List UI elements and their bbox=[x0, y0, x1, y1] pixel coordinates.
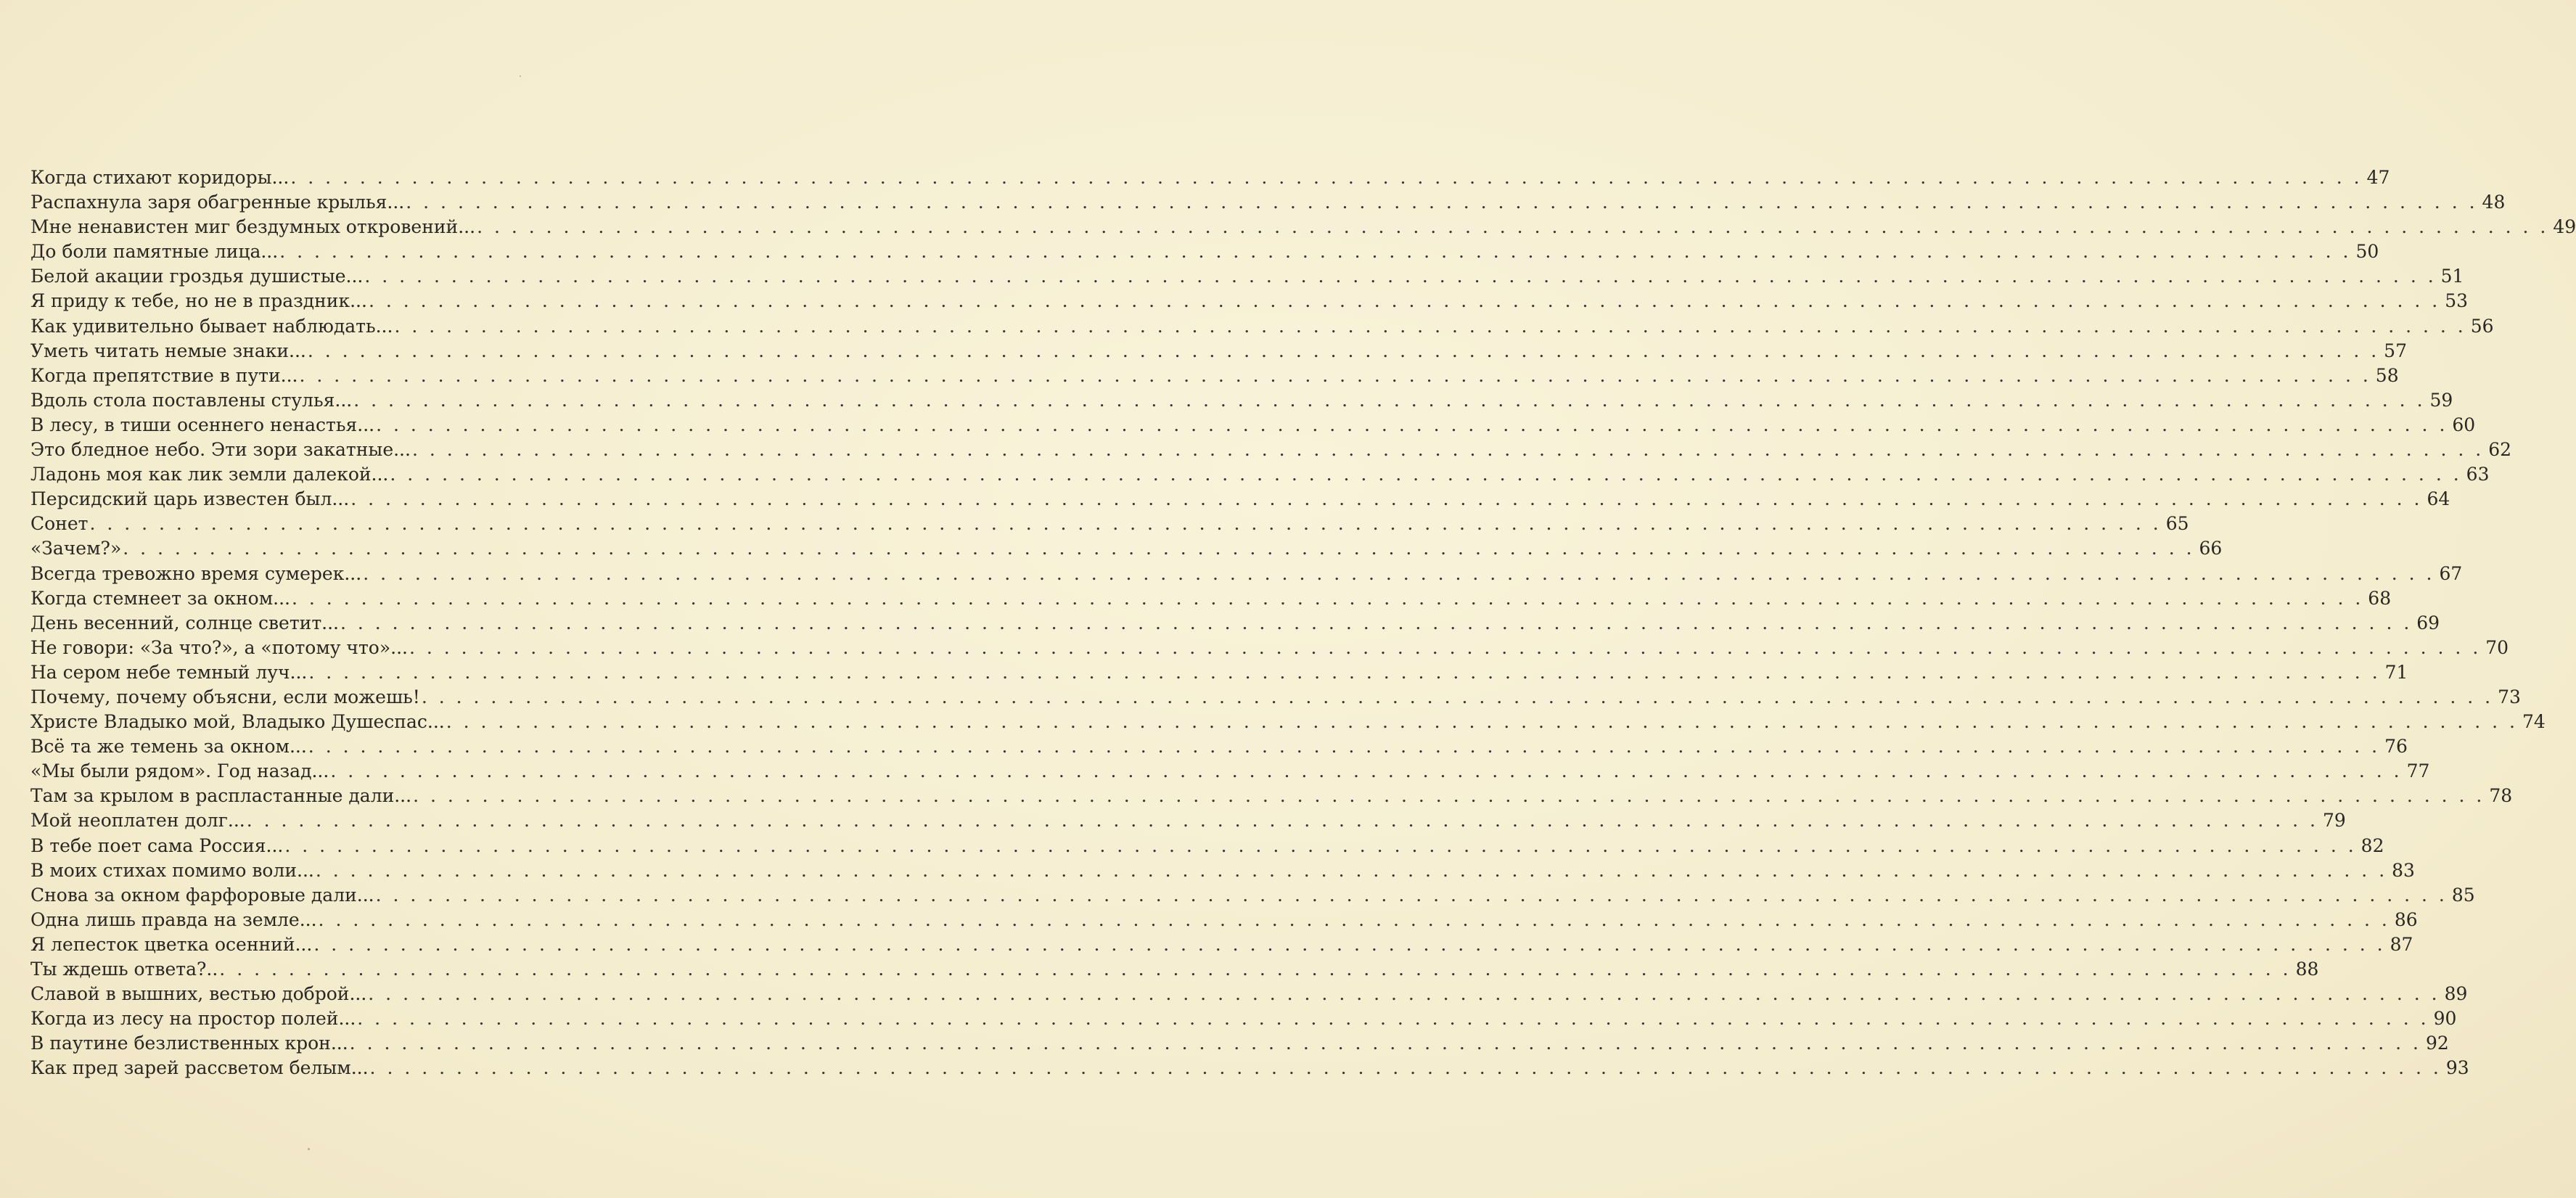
toc-entry-page-number: 86 bbox=[2394, 908, 2418, 930]
dot-leader: . . . . . . . . . . . . . . . . . . . . . . . . . . . . . . . . . . . . . . . . . . . . . . . . . . . . . . . . . . . . . . . . . . . . . . . . . . . . . . . . . . . . . . . . . . . . . . . . . . . . . . . . . . . . . . . . . . . . . . . . bbox=[330, 760, 2403, 782]
dot-leader: . . . . . . . . . . . . . . . . . . . . . . . . . . . . . . . . . . . . . . . . . . . . . . . . . . . . . . . . . . . . . . . . . . . . . . . . . . . . . . . . . . . . . . . . . . . . . . . . . . . . . . . . . . . . . . . . . . . . . . . . bbox=[446, 711, 2518, 733]
toc-entry-page-number: 62 bbox=[2488, 439, 2512, 461]
toc-entry bbox=[30, 364, 2399, 388]
toc-entry-title: Как удивительно бывает наблюдать... bbox=[30, 315, 393, 337]
toc-entry-page-number: 93 bbox=[2445, 1057, 2469, 1079]
toc-entry-page-number: 48 bbox=[2482, 192, 2506, 213]
dot-leader: . . . . . . . . . . . . . . . . . . . . . . . . . . . . . . . . . . . . . . . . . . . . . . . . . . . . . . . . . . . . . . . . . . . . . . . . . . . . . . . . . . . . . . . . . . . . . . . . . . . . . . . . . . . . . . . . . . . . . . . . bbox=[363, 562, 2435, 584]
dot-leader: . . . . . . . . . . . . . . . . . . . . . . . . . . . . . . . . . . . . . . . . . . . . . . . . . . . . . . . . . . . . . . . . . . . . . . . . . . . . . . . . . . . . . . . . . . . . . . . . . . . . . . . . . . . . . . . . . . . . . . . . bbox=[375, 884, 2448, 906]
toc-entry-page-number: 83 bbox=[2392, 859, 2415, 881]
dot-leader: . . . . . . . . . . . . . . . . . . . . . . . . . . . . . . . . . . . . . . . . . . . . . . . . . . . . . . . . . . . . . . . . . . . . . . . . . . . . . . . . . . . . . . . . . . . . . . . . . . . . . . . . . . . . . . . . . . . . . . . . bbox=[409, 636, 2482, 658]
dot-leader: . . . . . . . . . . . . . . . . . . . . . . . . . . . . . . . . . . . . . . . . . . . . . . . . . . . . . . . . . . . . . . . . . . . . . . . . . . . . . . . . . . . . . . . . . . . . . . . . . . . . . . . . . . . . . . . . . . . . . . . . bbox=[406, 192, 2478, 213]
toc-entry-title: В паутине безлиственных крон... bbox=[30, 1033, 348, 1054]
toc-entry-page-number: 87 bbox=[2390, 933, 2413, 955]
toc-entry-title: Когда из лесу на простор полей... bbox=[30, 1008, 356, 1030]
toc-entry bbox=[30, 685, 2521, 710]
toc-entry-page-number: 67 bbox=[2439, 562, 2463, 584]
toc-entry-title: Одна лишь правда на земле... bbox=[30, 908, 317, 930]
toc-entry bbox=[30, 734, 2408, 759]
toc-entry-page-number: 85 bbox=[2451, 884, 2475, 906]
dot-leader: . . . . . . . . . . . . . . . . . . . . . . . . . . . . . . . . . . . . . . . . . . . . . . . . . . . . . . . . . . . . . . . . . . . . . . . . . . . . . . . . . . . . . . . . . . . . . . . . . . . . . . . . . . . . . . . . . . . . . . . . bbox=[308, 661, 2381, 683]
toc-entry bbox=[30, 858, 2415, 883]
toc-entry-title: Мой неоплатен долг... bbox=[30, 810, 245, 832]
dot-leader: . . . . . . . . . . . . . . . . . . . . . . . . . . . . . . . . . . . . . . . . . . . . . . . . . . . . . . . . . . . . . . . . . . . . . . . . . . . . . . . . . . . . . . . . . . . . . . . . . . . . . . . . . . . . . . . . . . . . . . . . bbox=[376, 414, 2448, 435]
toc-entry bbox=[30, 339, 2407, 364]
toc-entry-page-number: 51 bbox=[2440, 266, 2464, 287]
dot-leader: . . . . . . . . . . . . . . . . . . . . . . . . . . . . . . . . . . . . . . . . . . . . . . . . . . . . . . . . . . . . . . . . . . . . . . . . . . . . . . . . . . . . . . . . . . . . . . . . . . . . . . . . . . . . . . . . . . . . . . . . bbox=[369, 1057, 2442, 1079]
dot-leader: . . . . . . . . . . . . . . . . . . . . . . . . . . . . . . . . . . . . . . . . . . . . . . . . . . . . . . . . . . . . . . . . . . . . . . . . . . . . . . . . . . . . . . . . . . . . . . . . . . . . . . . . . . . . . . . . . . . . . . . . bbox=[284, 834, 2357, 856]
dot-leader: . . . . . . . . . . . . . . . . . . . . . . . . . . . . . . . . . . . . . . . . . . . . . . . . . . . . . . . . . . . . . . . . . . . . . . . . . . . . . . . . . . . . . . . . . . . . . . . . . . . . . . . . . . . . . . . . . . . . . . . . bbox=[123, 538, 2195, 559]
toc-entry-title: Как пред зарей рассветом белым... bbox=[30, 1057, 369, 1079]
dot-leader: . . . . . . . . . . . . . . . . . . . . . . . . . . . . . . . . . . . . . . . . . . . . . . . . . . . . . . . . . . . . . . . . . . . . . . . . . . . . . . . . . . . . . . . . . . . . . . . . . . . . . . . . . . . . . . . . . . . . . . . . bbox=[318, 908, 2390, 930]
toc-entry-title: Персидский царь известен был... bbox=[30, 488, 350, 510]
toc-entry-title: В тебе поет сама Россия... bbox=[30, 834, 284, 856]
dot-leader: . . . . . . . . . . . . . . . . . . . . . . . . . . . . . . . . . . . . . . . . . . . . . . . . . . . . . . . . . . . . . . . . . . . . . . . . . . . . . . . . . . . . . . . . . . . . . . . . . . . . . . . . . . . . . . . . . . . . . . . . bbox=[290, 167, 2363, 188]
toc-entry-page-number: 50 bbox=[2355, 241, 2379, 263]
toc-entry-page-number: 64 bbox=[2427, 488, 2450, 510]
toc-entry-page-number: 78 bbox=[2489, 785, 2513, 807]
toc-entry bbox=[30, 586, 2392, 611]
dot-leader: . . . . . . . . . . . . . . . . . . . . . . . . . . . . . . . . . . . . . . . . . . . . . . . . . . . . . . . . . . . . . . . . . . . . . . . . . . . . . . . . . . . . . . . . . . . . . . . . . . . . . . . . . . . . . . . . . . . . . . . . bbox=[368, 290, 2441, 312]
toc-entry-page-number: 47 bbox=[2366, 167, 2390, 188]
toc-entry-title: Почему, почему объясни, если можешь! bbox=[30, 686, 420, 707]
toc-entry-title: На сером небе темный луч... bbox=[30, 661, 308, 683]
toc-entry-title: Всё та же темень за окном... bbox=[30, 736, 307, 758]
dot-leader: . . . . . . . . . . . . . . . . . . . . . . . . . . . . . . . . . . . . . . . . . . . . . . . . . . . . . . . . . . . . . . . . . . . . . . . . . . . . . . . . . . . . . . . . . . . . . . . . . . . . . . . . . . . . . . . . . . . . . . . . bbox=[279, 241, 2352, 263]
toc-entry-page-number: 69 bbox=[2416, 612, 2440, 633]
toc-entry-title: В моих стихах помимо воли... bbox=[30, 859, 314, 881]
dot-leader: . . . . . . . . . . . . . . . . . . . . . . . . . . . . . . . . . . . . . . . . . . . . . . . . . . . . . . . . . . . . . . . . . . . . . . . . . . . . . . . . . . . . . . . . . . . . . . . . . . . . . . . . . . . . . . . . . . . . . . . . bbox=[89, 513, 2162, 535]
toc-entry-page-number: 89 bbox=[2444, 983, 2468, 1005]
toc-entry-title: Белой акации гроздья душистые... bbox=[30, 266, 364, 287]
toc-entry-page-number: 88 bbox=[2295, 959, 2319, 980]
toc-entry-title: Ладонь моя как лик земли далекой... bbox=[30, 464, 389, 485]
toc-entry bbox=[30, 759, 2430, 784]
dot-leader: . . . . . . . . . . . . . . . . . . . . . . . . . . . . . . . . . . . . . . . . . . . . . . . . . . . . . . . . . . . . . . . . . . . . . . . . . . . . . . . . . . . . . . . . . . . . . . . . . . . . . . . . . . . . . . . . . . . . . . . . bbox=[299, 364, 2371, 386]
toc-entry-page-number: 65 bbox=[2165, 513, 2189, 535]
dot-leader: . . . . . . . . . . . . . . . . . . . . . . . . . . . . . . . . . . . . . . . . . . . . . . . . . . . . . . . . . . . . . . . . . . . . . . . . . . . . . . . . . . . . . . . . . . . . . . . . . . . . . . . . . . . . . . . . . . . . . . . . bbox=[219, 959, 2292, 980]
toc-entry bbox=[30, 289, 2469, 313]
dot-leader: . . . . . . . . . . . . . . . . . . . . . . . . . . . . . . . . . . . . . . . . . . . . . . . . . . . . . . . . . . . . . . . . . . . . . . . . . . . . . . . . . . . . . . . . . . . . . . . . . . . . . . . . . . . . . . . . . . . . . . . . bbox=[292, 587, 2364, 609]
dot-leader: . . . . . . . . . . . . . . . . . . . . . . . . . . . . . . . . . . . . . . . . . . . . . . . . . . . . . . . . . . . . . . . . . . . . . . . . . . . . . . . . . . . . . . . . . . . . . . . . . . . . . . . . . . . . . . . . . . . . . . . . bbox=[413, 785, 2485, 807]
toc-entry-title: Всегда тревожно время сумерек... bbox=[30, 562, 362, 584]
toc-entry bbox=[30, 462, 2490, 487]
toc-entry bbox=[30, 611, 2440, 636]
toc-entry bbox=[30, 1031, 2449, 1056]
toc-entry-page-number: 74 bbox=[2522, 711, 2546, 733]
dot-leader: . . . . . . . . . . . . . . . . . . . . . . . . . . . . . . . . . . . . . . . . . . . . . . . . . . . . . . . . . . . . . . . . . . . . . . . . . . . . . . . . . . . . . . . . . . . . . . . . . . . . . . . . . . . . . . . . . . . . . . . . bbox=[307, 340, 2380, 361]
toc-entry bbox=[30, 388, 2453, 413]
dot-leader: . . . . . . . . . . . . . . . . . . . . . . . . . . . . . . . . . . . . . . . . . . . . . . . . . . . . . . . . . . . . . . . . . . . . . . . . . . . . . . . . . . . . . . . . . . . . . . . . . . . . . . . . . . . . . . . . . . . . . . . . bbox=[313, 933, 2386, 955]
dot-leader: . . . . . . . . . . . . . . . . . . . . . . . . . . . . . . . . . . . . . . . . . . . . . . . . . . . . . . . . . . . . . . . . . . . . . . . . . . . . . . . . . . . . . . . . . . . . . . . . . . . . . . . . . . . . . . . . . . . . . . . . bbox=[411, 439, 2485, 461]
toc-entry-page-number: 77 bbox=[2406, 760, 2430, 782]
toc-entry bbox=[30, 883, 2475, 908]
toc-entry bbox=[30, 932, 2413, 957]
dot-leader: . . . . . . . . . . . . . . . . . . . . . . . . . . . . . . . . . . . . . . . . . . . . . . . . . . . . . . . . . . . . . . . . . . . . . . . . . . . . . . . . . . . . . . . . . . . . . . . . . . . . . . . . . . . . . . . . . . . . . . . . bbox=[357, 1008, 2429, 1030]
toc-entry bbox=[30, 487, 2450, 512]
toc-entry-title: Я приду к тебе, но не в праздник... bbox=[30, 290, 367, 312]
dot-leader: . . . . . . . . . . . . . . . . . . . . . . . . . . . . . . . . . . . . . . . . . . . . . . . . . . . . . . . . . . . . . . . . . . . . . . . . . . . . . . . . . . . . . . . . . . . . . . . . . . . . . . . . . . . . . . . . . . . . . . . . bbox=[421, 686, 2494, 707]
toc-entry-title: Христе Владыко мой, Владыко Душеспас... bbox=[30, 711, 445, 733]
toc-entry-title: Не говори: «За что?», а «потому что»... bbox=[30, 636, 408, 658]
toc-entry bbox=[30, 562, 2463, 586]
toc-entry-title: Когда стемнеет за окном... bbox=[30, 587, 291, 609]
toc-entry bbox=[30, 413, 2476, 438]
dot-leader: . . . . . . . . . . . . . . . . . . . . . . . . . . . . . . . . . . . . . . . . . . . . . . . . . . . . . . . . . . . . . . . . . . . . . . . . . . . . . . . . . . . . . . . . . . . . . . . . . . . . . . . . . . . . . . . . . . . . . . . . bbox=[350, 488, 2423, 510]
toc-entry-title: «Мы были рядом». Год назад... bbox=[30, 760, 329, 782]
dot-leader: . . . . . . . . . . . . . . . . . . . . . . . . . . . . . . . . . . . . . . . . . . . . . . . . . . . . . . . . . . . . . . . . . . . . . . . . . . . . . . . . . . . . . . . . . . . . . . . . . . . . . . . . . . . . . . . . . . . . . . . . bbox=[477, 216, 2549, 238]
toc-entry-page-number: 82 bbox=[2360, 834, 2384, 856]
toc-entry bbox=[30, 1006, 2457, 1031]
toc-entry bbox=[30, 264, 2464, 289]
toc-entry-page-number: 79 bbox=[2323, 810, 2346, 832]
toc-entry-page-number: 56 bbox=[2470, 315, 2494, 337]
toc-entry-title: Распахнула заря обагренные крылья... bbox=[30, 192, 405, 213]
toc-entry-title: Снова за окном фарфоровые дали... bbox=[30, 884, 374, 906]
toc-entry bbox=[30, 957, 2319, 982]
toc-entry bbox=[30, 512, 2189, 536]
toc-entry bbox=[30, 190, 2506, 215]
toc-entry-page-number: 53 bbox=[2445, 290, 2469, 312]
toc-entry-page-number: 90 bbox=[2433, 1008, 2457, 1030]
toc-entry bbox=[30, 660, 2408, 685]
dot-leader: . . . . . . . . . . . . . . . . . . . . . . . . . . . . . . . . . . . . . . . . . . . . . . . . . . . . . . . . . . . . . . . . . . . . . . . . . . . . . . . . . . . . . . . . . . . . . . . . . . . . . . . . . . . . . . . . . . . . . . . . bbox=[394, 315, 2466, 337]
toc-entry-title: Уметь читать немые знаки... bbox=[30, 340, 306, 361]
toc-entry bbox=[30, 834, 2384, 858]
toc-entry-title: Когда препятствие в пути... bbox=[30, 364, 298, 386]
toc-entry-title: «Зачем?» bbox=[30, 538, 122, 559]
toc-entry bbox=[30, 908, 2418, 932]
toc-entry-page-number: 68 bbox=[2368, 587, 2392, 609]
toc-entry-title: Славой в вышних, вестью доброй... bbox=[30, 983, 367, 1005]
toc-entry-title: День весенний, солнце светит... bbox=[30, 612, 339, 633]
table-of-contents bbox=[30, 165, 2576, 1080]
toc-entry bbox=[30, 314, 2494, 339]
toc-entry-title: Я лепесток цветка осенний... bbox=[30, 933, 313, 955]
toc-entry bbox=[30, 438, 2512, 462]
toc-entry-page-number: 71 bbox=[2384, 661, 2408, 683]
toc-entry-page-number: 59 bbox=[2429, 389, 2453, 411]
toc-entry-title: Там за крылом в распластанные дали... bbox=[30, 785, 412, 807]
toc-entry-title: Сонет bbox=[30, 513, 89, 535]
toc-entry-page-number: 76 bbox=[2384, 736, 2408, 758]
toc-entry-page-number: 63 bbox=[2466, 464, 2490, 485]
toc-entry-page-number: 60 bbox=[2452, 414, 2476, 435]
toc-entry-page-number: 49 bbox=[2553, 216, 2576, 238]
dot-leader: . . . . . . . . . . . . . . . . . . . . . . . . . . . . . . . . . . . . . . . . . . . . . . . . . . . . . . . . . . . . . . . . . . . . . . . . . . . . . . . . . . . . . . . . . . . . . . . . . . . . . . . . . . . . . . . . . . . . . . . . bbox=[368, 983, 2440, 1005]
paper-speck bbox=[308, 1148, 310, 1150]
dot-leader: . . . . . . . . . . . . . . . . . . . . . . . . . . . . . . . . . . . . . . . . . . . . . . . . . . . . . . . . . . . . . . . . . . . . . . . . . . . . . . . . . . . . . . . . . . . . . . . . . . . . . . . . . . . . . . . . . . . . . . . . bbox=[353, 389, 2426, 411]
toc-entry-page-number: 58 bbox=[2375, 364, 2399, 386]
toc-entry-title: Мне ненавистен миг бездумных откровений... bbox=[30, 216, 476, 238]
toc-entry bbox=[30, 636, 2509, 660]
toc-entry bbox=[30, 808, 2346, 833]
dot-leader: . . . . . . . . . . . . . . . . . . . . . . . . . . . . . . . . . . . . . . . . . . . . . . . . . . . . . . . . . . . . . . . . . . . . . . . . . . . . . . . . . . . . . . . . . . . . . . . . . . . . . . . . . . . . . . . . . . . . . . . . bbox=[308, 736, 2381, 758]
toc-entry-page-number: 92 bbox=[2425, 1033, 2449, 1054]
toc-entry bbox=[30, 1056, 2469, 1080]
dot-leader: . . . . . . . . . . . . . . . . . . . . . . . . . . . . . . . . . . . . . . . . . . . . . . . . . . . . . . . . . . . . . . . . . . . . . . . . . . . . . . . . . . . . . . . . . . . . . . . . . . . . . . . . . . . . . . . . . . . . . . . . bbox=[340, 612, 2413, 633]
toc-entry-title: Ты ждешь ответа?.. bbox=[30, 959, 218, 980]
toc-entry-page-number: 70 bbox=[2485, 636, 2509, 658]
toc-entry-page-number: 57 bbox=[2384, 340, 2407, 361]
dot-leader: . . . . . . . . . . . . . . . . . . . . . . . . . . . . . . . . . . . . . . . . . . . . . . . . . . . . . . . . . . . . . . . . . . . . . . . . . . . . . . . . . . . . . . . . . . . . . . . . . . . . . . . . . . . . . . . . . . . . . . . . bbox=[364, 266, 2437, 287]
dot-leader: . . . . . . . . . . . . . . . . . . . . . . . . . . . . . . . . . . . . . . . . . . . . . . . . . . . . . . . . . . . . . . . . . . . . . . . . . . . . . . . . . . . . . . . . . . . . . . . . . . . . . . . . . . . . . . . . . . . . . . . . bbox=[315, 859, 2388, 881]
toc-entry bbox=[30, 982, 2468, 1006]
toc-entry-title: Это бледное небо. Эти зори закатные... bbox=[30, 439, 411, 461]
dot-leader: . . . . . . . . . . . . . . . . . . . . . . . . . . . . . . . . . . . . . . . . . . . . . . . . . . . . . . . . . . . . . . . . . . . . . . . . . . . . . . . . . . . . . . . . . . . . . . . . . . . . . . . . . . . . . . . . . . . . . . . . bbox=[349, 1033, 2421, 1054]
toc-entry-title: В лесу, в тиши осеннего ненастья... bbox=[30, 414, 375, 435]
toc-entry-title: До боли памятные лица... bbox=[30, 241, 279, 263]
dot-leader: . . . . . . . . . . . . . . . . . . . . . . . . . . . . . . . . . . . . . . . . . . . . . . . . . . . . . . . . . . . . . . . . . . . . . . . . . . . . . . . . . . . . . . . . . . . . . . . . . . . . . . . . . . . . . . . . . . . . . . . . bbox=[390, 464, 2462, 485]
toc-entry bbox=[30, 215, 2576, 239]
toc-entry-title: Вдоль стола поставлены стулья... bbox=[30, 389, 353, 411]
toc-entry bbox=[30, 536, 2223, 561]
toc-entry-page-number: 66 bbox=[2199, 538, 2223, 559]
dot-leader: . . . . . . . . . . . . . . . . . . . . . . . . . . . . . . . . . . . . . . . . . . . . . . . . . . . . . . . . . . . . . . . . . . . . . . . . . . . . . . . . . . . . . . . . . . . . . . . . . . . . . . . . . . . . . . . . . . . . . . . . bbox=[246, 810, 2318, 832]
toc-entry bbox=[30, 784, 2513, 808]
toc-entry-page-number: 73 bbox=[2498, 686, 2521, 707]
toc-entry bbox=[30, 239, 2379, 264]
toc-entry-title: Когда стихают коридоры... bbox=[30, 167, 290, 188]
toc-entry bbox=[30, 165, 2390, 190]
toc-entry bbox=[30, 710, 2546, 734]
paper-speck bbox=[520, 75, 521, 77]
